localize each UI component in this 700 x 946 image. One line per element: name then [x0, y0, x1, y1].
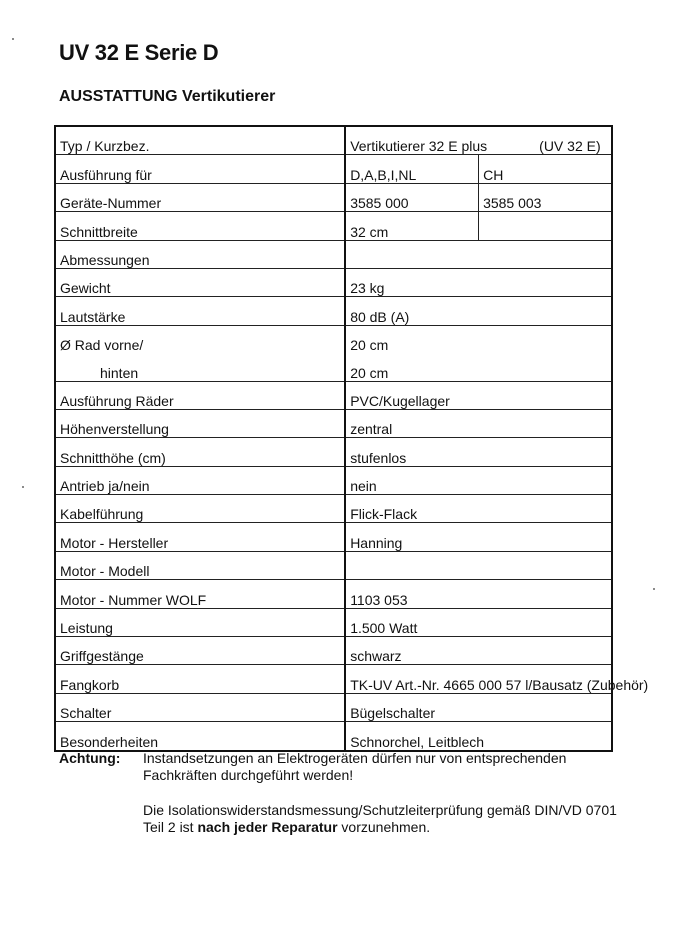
row-value: schwarz: [345, 637, 612, 665]
table-row: [55, 580, 612, 608]
row-value: 20 cm: [345, 353, 612, 381]
notice-text-part: vorzunehmen.: [337, 819, 431, 835]
row-value: [345, 551, 612, 579]
row-value: stufenlos: [345, 438, 612, 466]
row-label: Griffgestänge: [55, 637, 345, 665]
spec-table: [54, 125, 649, 752]
row-label: Ausführung Räder: [55, 381, 345, 409]
notice-text-part: Die Isolationswiderstandsmessung/Schutzleiterprüfung gemäß DIN/VD 0701 Teil 2 ist: [143, 802, 617, 835]
notice-text-din: [143, 802, 623, 836]
row-value: zentral: [345, 409, 612, 437]
row-value: D,A,B,I,NL: [345, 155, 478, 183]
row-label: Schnitthöhe (cm): [55, 438, 345, 466]
scan-speck: [653, 588, 655, 590]
notice-text-emphasis: nach jeder Reparatur: [197, 819, 338, 835]
row-value-ch: 3585 003: [479, 183, 612, 211]
table-row: [55, 297, 612, 325]
row-label: Gewicht: [55, 268, 345, 296]
row-value: Hanning: [345, 523, 612, 551]
table-row: [55, 438, 612, 466]
row-value: PVC/Kugellager: [345, 381, 612, 409]
notice-label: Achtung:: [59, 750, 121, 766]
table-row: [55, 183, 612, 211]
table-row: [55, 353, 612, 381]
page-title: UV 32 E Serie D: [59, 40, 219, 65]
row-label: Kabelführung: [55, 495, 345, 523]
row-label: Lautstärke: [55, 297, 345, 325]
row-label: Motor - Nummer WOLF: [55, 580, 345, 608]
row-label: Motor - Hersteller: [55, 523, 345, 551]
row-value: 1.500 Watt: [345, 608, 612, 636]
row-value: [345, 126, 612, 155]
row-value: 3585 000: [345, 183, 478, 211]
table-row: [55, 693, 612, 721]
row-value: 32 cm: [345, 212, 478, 240]
row-label: Leistung: [55, 608, 345, 636]
row-value: 20 cm: [345, 325, 612, 353]
type-code: (UV 32 E): [539, 138, 601, 155]
notice-text: Instandsetzungen an Elektrogeräten dürfen nur von entsprechenden Fachkräften durchgeführt werden!: [143, 750, 567, 783]
section-subtitle: AUSSTATTUNG Vertikutierer: [59, 88, 276, 105]
row-label: Schnittbreite: [55, 212, 345, 240]
table-row: [55, 155, 612, 183]
row-label: Motor - Modell: [55, 551, 345, 579]
row-value-ch: [479, 212, 612, 240]
table-row: [55, 551, 612, 579]
row-label: Besonderheiten: [55, 722, 345, 751]
row-value: 1103 053: [345, 580, 612, 608]
row-label: Fangkorb: [55, 665, 345, 693]
row-value: Schnorchel, Leitblech: [345, 722, 612, 751]
row-label: Geräte-Nummer: [55, 183, 345, 211]
row-value: nein: [345, 466, 612, 494]
type-name: Vertikutierer 32 E plus: [350, 138, 488, 155]
row-value: TK-UV Art.-Nr. 4665 000 57 l/Bausatz (Zubehör): [345, 665, 612, 693]
table-row: [55, 608, 612, 636]
scan-speck: [12, 38, 14, 40]
table-row: [55, 665, 612, 693]
row-label: hinten: [55, 353, 345, 381]
row-value: Bügelschalter: [345, 693, 612, 721]
table-row: [55, 212, 612, 240]
row-value: Flick-Flack: [345, 495, 612, 523]
scan-speck: [22, 486, 24, 488]
row-value: 23 kg: [345, 268, 612, 296]
table-row: [55, 722, 612, 751]
table-row: [55, 381, 612, 409]
row-value-ch: CH: [479, 155, 612, 183]
table-row: [55, 240, 612, 268]
row-label: Typ / Kurzbez.: [55, 126, 345, 155]
row-label: Schalter: [55, 693, 345, 721]
row-label: Ø Rad vorne/: [55, 325, 345, 353]
row-value: [345, 240, 612, 268]
table-row: [55, 126, 612, 155]
table-row: [55, 466, 612, 494]
row-label: Antrieb ja/nein: [55, 466, 345, 494]
row-label: Höhenverstellung: [55, 409, 345, 437]
table-row: [55, 637, 612, 665]
row-label: Ausführung für: [55, 155, 345, 183]
table-row: [55, 409, 612, 437]
row-label: Abmessungen: [55, 240, 345, 268]
table-row: [55, 325, 612, 353]
table-row: [55, 523, 612, 551]
row-value: 80 dB (A): [345, 297, 612, 325]
table-row: [55, 268, 612, 296]
table-row: [55, 495, 612, 523]
